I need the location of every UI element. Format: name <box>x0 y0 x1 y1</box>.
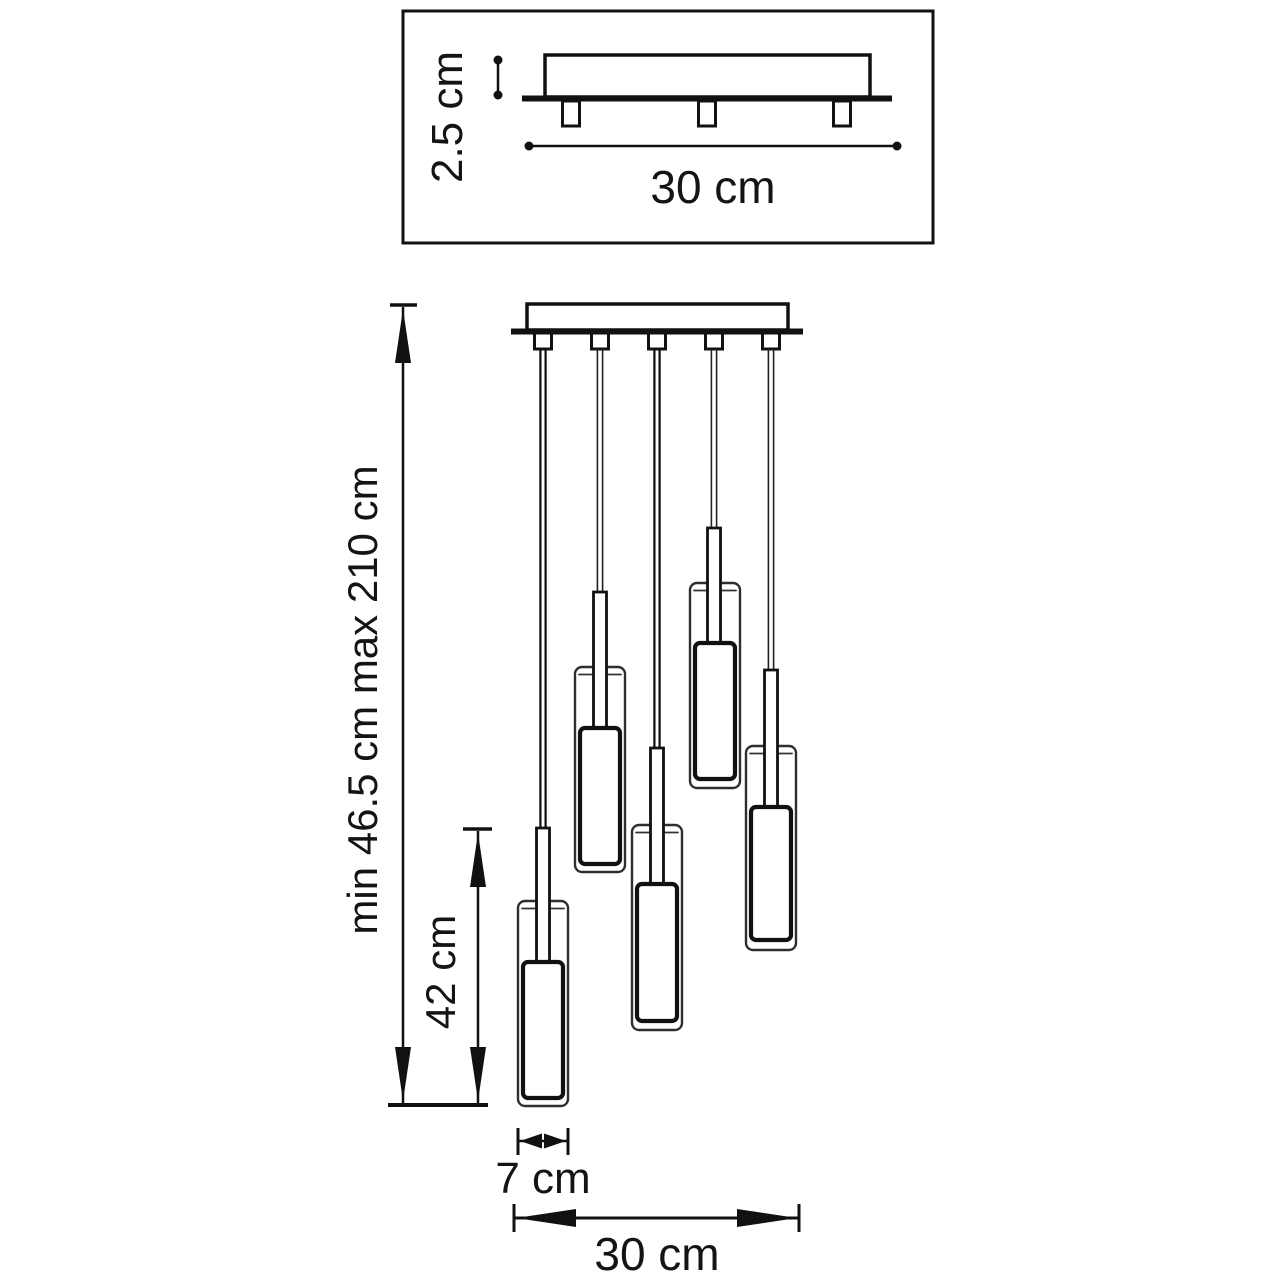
arrow-right <box>544 1134 566 1149</box>
dim-dot <box>893 142 902 151</box>
stem-rod <box>594 592 607 732</box>
canopy-mount-tab <box>699 101 716 126</box>
dim-canopy-span <box>514 1204 799 1280</box>
canopy <box>511 304 803 349</box>
canopy-body <box>527 304 788 330</box>
lamp-body <box>751 807 791 940</box>
canopy-side-view <box>522 55 892 126</box>
arrow-down <box>470 1047 486 1101</box>
canopy-height-label: 2.5 cm <box>423 50 472 184</box>
dim-canopy-height <box>423 51 503 183</box>
stem-rod <box>708 528 721 648</box>
dim-shade-width <box>495 1128 590 1203</box>
arrow-left <box>520 1134 542 1149</box>
dim-dot <box>494 91 503 100</box>
drop-height-label: min 46.5 cm max 210 cm <box>339 465 386 935</box>
lamp-body <box>695 643 735 779</box>
pendant-drop-label: 42 cm <box>417 914 464 1030</box>
cord-grip <box>763 333 780 349</box>
stem-rod <box>537 828 550 966</box>
main-view <box>339 304 803 1280</box>
dim-drop-height <box>339 305 417 1103</box>
stem-rod <box>651 748 664 888</box>
pendant-1 <box>518 349 568 1106</box>
lamp-body <box>523 962 563 1098</box>
pendant-4 <box>690 349 740 788</box>
cord-grip <box>706 333 723 349</box>
cord-grip <box>592 333 609 349</box>
dim-canopy-width-detail <box>525 142 902 214</box>
arrow-down <box>395 1047 411 1101</box>
arrow-up <box>395 309 411 363</box>
detail-box <box>403 11 933 243</box>
cord-grip <box>535 333 552 349</box>
dim-dot <box>525 142 534 151</box>
pendant-3 <box>632 349 682 1030</box>
dim-dot <box>494 56 503 65</box>
arrow-right <box>737 1209 797 1227</box>
arrow-left <box>516 1209 576 1227</box>
arrow-up <box>470 833 486 887</box>
pendant-5 <box>746 349 796 950</box>
canopy-body <box>545 55 870 97</box>
pendant-2 <box>575 349 625 872</box>
canopy-width-label: 30 cm <box>650 161 776 213</box>
cord-grip <box>649 333 666 349</box>
canopy-span-label: 30 cm <box>594 1228 720 1280</box>
canopy-mount-tab <box>563 101 580 126</box>
lamp-body <box>637 884 677 1021</box>
lamp-body <box>580 728 620 864</box>
dim-pendant-drop <box>417 829 492 1103</box>
canopy-mount-tab <box>834 101 851 126</box>
stem-rod <box>765 670 778 812</box>
shade-width-label: 7 cm <box>495 1154 591 1203</box>
